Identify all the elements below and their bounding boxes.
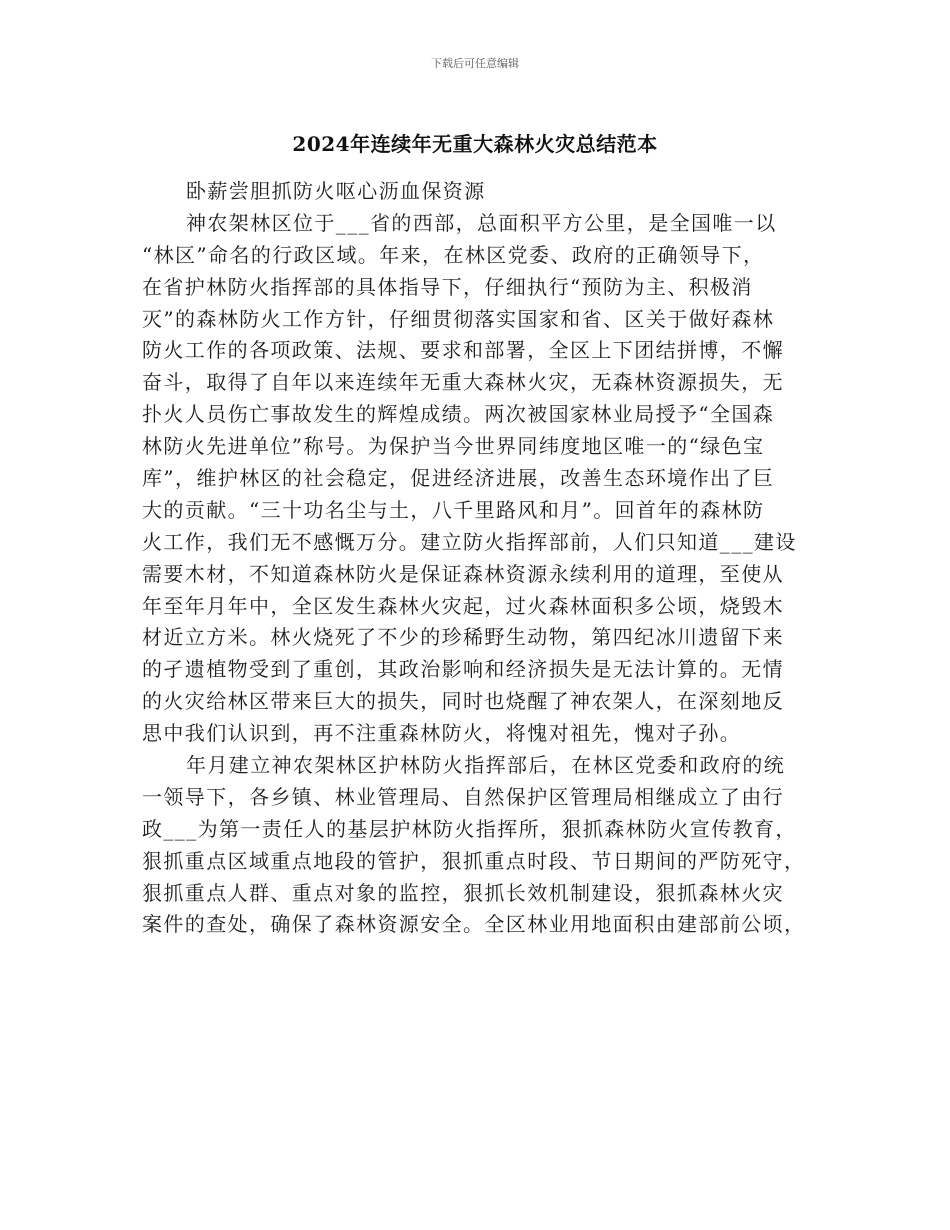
text-line: 神农架林区位于___省的西部，总面积平方公里，是全国唯一以 (186, 210, 777, 235)
text-line: 狠抓重点区域重点地段的管护，狠抓重点时段、节日期间的严防死守， (142, 848, 806, 873)
text-line: 狠抓重点人群、重点对象的监控，狠抓长效机制建设，狠抓森林火灾 (142, 880, 784, 905)
text-line: 材近立方米。林火烧死了不少的珍稀野生动物，第四纪冰川遗留下来 (142, 625, 784, 650)
text-line: 卧薪尝胆抓防火呕心沥血保资源 (186, 179, 486, 203)
document-title: 2024年连续年无重大森林火灾总结范本 (292, 132, 658, 156)
text-line: 年月建立神农架林区护林防火指挥部后，在林区党委和政府的统 (186, 753, 786, 778)
text-line: 扑火人员伤亡事故发生的辉煌成绩。两次被国家林业局授予“全国森 (142, 402, 775, 427)
text-line: 大的贡献。“三十功名尘与土，八千里路风和月”。回首年的森林防 (142, 497, 765, 522)
page-header: 下载后可任意编辑 (431, 57, 519, 70)
text-line: 思中我们认识到，再不注重森林防火，将愧对祖先，愧对子孙。 (142, 721, 742, 746)
text-line: “林区”命名的行政区域。年来，在林区党委、政府的正确领导下， (142, 242, 765, 267)
text-line: 需要木材，不知道森林防火是保证森林资源永续利用的道理，至使从 (142, 561, 784, 586)
text-line: 年至年月年中，全区发生森林火灾起，过火森林面积多公顷，烧毁木 (142, 593, 784, 618)
text-line: 奋斗，取得了自年以来连续年无重大森林火灾，无森林资源损失，无 (142, 370, 784, 395)
text-line: 火工作，我们无不感慨万分。建立防火指挥部前，人们只知道___建设 (142, 529, 797, 554)
text-line: 案件的查处，确保了森林资源安全。全区林业用地面积由建部前公顷， (142, 912, 806, 937)
text-line: 防火工作的各项政策、法规、要求和部署，全区上下团结拼博，不懈 (142, 338, 784, 363)
text-line: 库”，维护林区的社会稳定，促进经济进展，改善生态环境作出了巨 (142, 466, 775, 491)
text-line: 一领导下，各乡镇、林业管理局、自然保护区管理局相继成立了由行 (142, 784, 784, 809)
body-text (142, 176, 822, 941)
text-line: 在省护林防火指挥部的具体指导下，仔细执行“预防为主、积极消 (142, 274, 753, 299)
text-line: 林防火先进单位”称号。为保护当今世界同纬度地区唯一的“绿色宝 (142, 434, 765, 459)
text-line: 灭”的森林防火工作方针，仔细贯彻落实国家和省、区关于做好森林 (142, 306, 775, 331)
text-line: 政___为第一责任人的基层护林防火指挥所，狠抓森林防火宣传教育， (142, 816, 797, 841)
text-line: 的火灾给林区带来巨大的损失，同时也烧醒了神农架人，在深刻地反 (142, 689, 784, 714)
text-line: 的孑遗植物受到了重创，其政治影响和经济损失是无法计算的。无情 (142, 657, 784, 682)
